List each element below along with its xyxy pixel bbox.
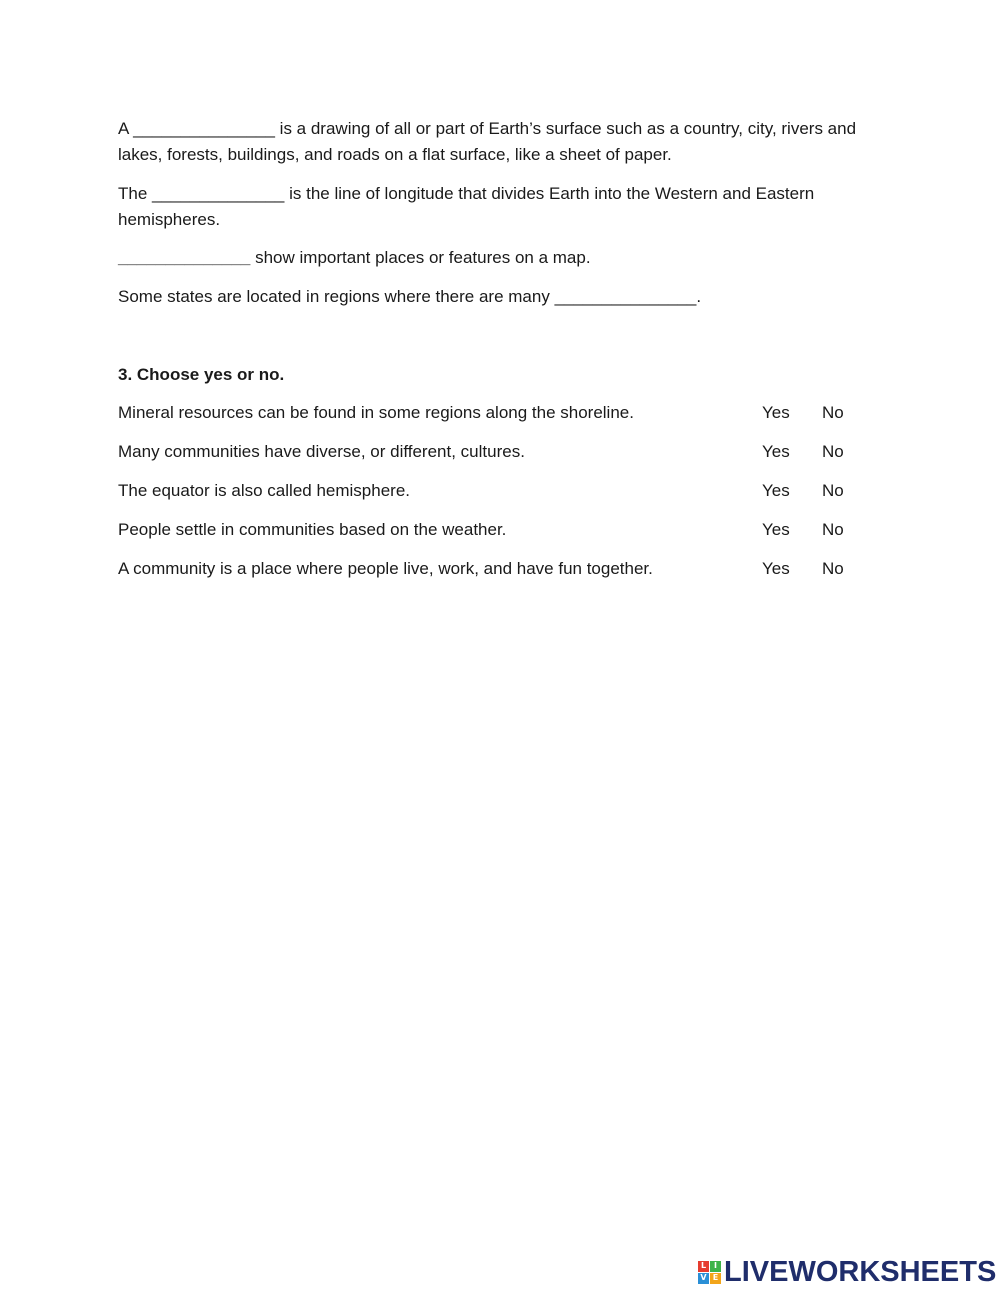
yes-option[interactable]: Yes	[762, 481, 790, 500]
statement-text: The equator is also called hemisphere.	[118, 481, 410, 500]
liveworksheets-logo	[698, 1257, 996, 1287]
logo-letter: E	[710, 1273, 721, 1284]
statement-text: A community is a place where people live, work, and have fun together.	[118, 559, 653, 578]
yes-no-row	[118, 439, 858, 465]
no-option[interactable]: No	[822, 442, 844, 461]
logo-letter: L	[698, 1261, 709, 1272]
no-option[interactable]: No	[822, 481, 844, 500]
yes-no-row	[118, 517, 858, 543]
no-option[interactable]: No	[822, 520, 844, 539]
fill-in-question-4: Some states are located in regions where there are many _______________.	[118, 287, 702, 306]
logo-letter: I	[710, 1261, 721, 1272]
fill-in-question-2: The ______________ is the line of longitude that divides Earth into the Western and Eastern hemispheres.	[118, 184, 815, 229]
blank-line[interactable]: ______________	[118, 248, 251, 267]
section-3-heading: 3. Choose yes or no.	[118, 365, 285, 384]
statement-text: Mineral resources can be found in some regions along the shoreline.	[118, 403, 634, 422]
no-option[interactable]: No	[822, 403, 844, 422]
logo-mark-icon	[698, 1261, 721, 1284]
logo-text: LIVEWORKSHEETS	[724, 1256, 997, 1288]
fill-in-question-1: A _______________ is a drawing of all or part of Earth’s surface such as a country, city, rivers and lakes, forests, buildings, and roads on a flat surface, like a sheet of paper.	[118, 119, 857, 164]
yes-no-row	[118, 556, 858, 582]
yes-no-row	[118, 400, 858, 426]
statement-text: People settle in communities based on the weather.	[118, 520, 507, 539]
yes-option[interactable]: Yes	[762, 520, 790, 539]
yes-option[interactable]: Yes	[762, 559, 790, 578]
yes-option[interactable]: Yes	[762, 403, 790, 422]
logo-letter: V	[698, 1273, 709, 1284]
yes-option[interactable]: Yes	[762, 442, 790, 461]
fill-in-question-3	[118, 245, 863, 271]
statement-text: Many communities have diverse, or different, cultures.	[118, 442, 525, 461]
yes-no-row	[118, 478, 858, 504]
no-option[interactable]: No	[822, 559, 844, 578]
question-text: show important places or features on a map.	[250, 248, 591, 267]
